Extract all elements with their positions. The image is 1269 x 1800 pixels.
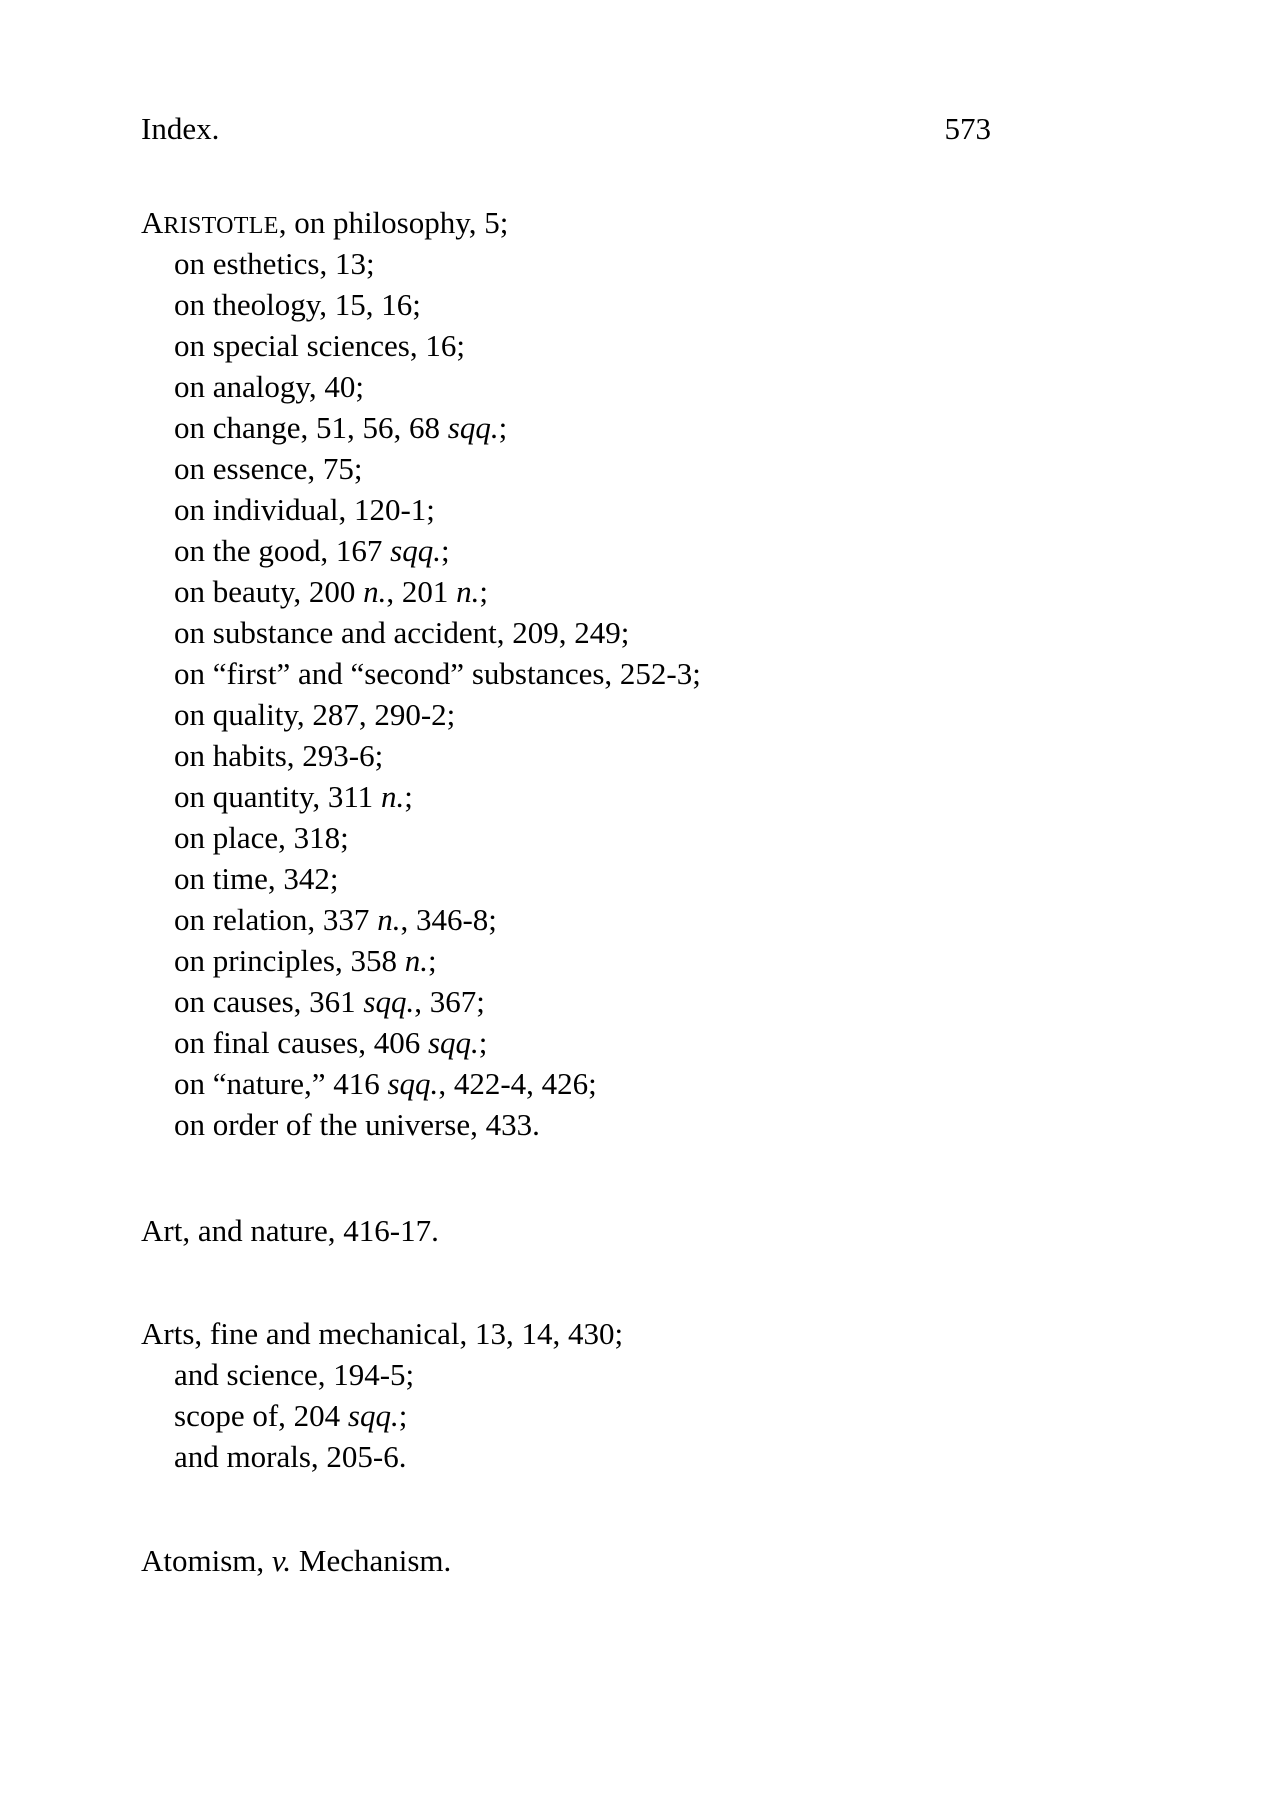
entry-heading-text: Atomism, [141,1543,272,1578]
entry-heading: Art, and nature, 416-17. [141,1213,439,1248]
entry-heading: Arts, fine and mechanical, 13, 14, 430; [141,1316,624,1351]
entry-heading-initial: A [141,205,164,240]
sub-entry [141,940,1141,981]
sub-entry-italic: n. [380,779,405,814]
sub-entry: on place, 318; [174,820,349,855]
sub-entry-text: on causes, 361 [174,984,364,1019]
sub-entry-italic: n. [377,902,401,937]
sub-entry [141,407,1141,448]
sub-entry-italic: sqq. [427,1025,479,1060]
sub-entry-text: ; [498,410,508,445]
entry-heading [141,1540,1141,1581]
running-head-title: Index. [141,111,220,146]
sub-entry-text: , 422-4, 426; [438,1066,597,1101]
sub-entry-italic: sqq. [363,984,415,1019]
index-entry-arts [141,1313,1141,1477]
sub-entry [141,899,1141,940]
sub-entry-italic: sqq. [447,410,499,445]
sub-entry-text: ; [440,533,450,568]
sub-entry-italic: sqq. [390,533,441,568]
sub-entry: on quality, 287, 290-2; [174,697,456,732]
sub-entry: on “first” and “second” substances, 252-3; [174,656,701,691]
entry-heading [141,202,1141,243]
entry-heading-smallcaps: RISTOTLE [163,213,279,239]
sub-entry-italic: sqq. [347,1398,399,1433]
sub-entry-text: on change, 51, 56, 68 [174,410,448,445]
sub-entry [141,1022,1141,1063]
sub-entry: on essence, 75; [174,451,363,486]
sub-entry-text: ; [428,943,437,978]
page-number: 573 [944,111,991,146]
index-entry-atomism [141,1540,1141,1581]
sub-entry [141,1395,1141,1436]
sub-entry [141,571,1141,612]
sub-entry-italic: sqq. [387,1066,439,1101]
sub-entry-text: ; [479,574,488,609]
entry-heading-rest: , on philosophy, 5; [278,205,509,240]
sub-entry [141,530,1141,571]
sub-entry-text: scope of, 204 [174,1398,348,1433]
sub-entry-italic: n. [456,574,480,609]
sub-entry-text: on principles, 358 [174,943,405,978]
sub-entry: on theology, 15, 16; [174,287,421,322]
index-entry-art [141,1210,1141,1251]
sub-entry [141,981,1141,1022]
entry-heading-text: Mechanism. [291,1543,452,1578]
sub-entry-text: on relation, 337 [174,902,378,937]
sub-entry: and science, 194-5; [174,1357,415,1392]
sub-entry: on analogy, 40; [174,369,364,404]
entry-heading-italic: v. [271,1543,292,1578]
sub-entry-text: on beauty, 200 [174,574,364,609]
sub-entry: on order of the universe, 433. [174,1107,540,1142]
sub-entry: on individual, 120-1; [174,492,435,527]
sub-entry-text: , 367; [414,984,485,1019]
sub-entry [141,1063,1141,1104]
sub-entry-text: , 346-8; [400,902,497,937]
sub-entry [141,776,1141,817]
sub-entry-text: ; [478,1025,488,1060]
sub-entry: on habits, 293-6; [174,738,384,773]
sub-entry-text: , 201 [386,574,457,609]
sub-entry-text: ; [404,779,413,814]
index-entry-aristotle [141,202,1141,1145]
sub-entry-text: on “nature,” 416 [174,1066,388,1101]
sub-entry: on time, 342; [174,861,339,896]
sub-entry-text: on final causes, 406 [174,1025,428,1060]
sub-entry-italic: n. [404,943,428,978]
sub-entry-text: on quantity, 311 [174,779,381,814]
sub-entry: and morals, 205-6. [174,1439,407,1474]
sub-entry: on esthetics, 13; [174,246,375,281]
sub-entry-italic: n. [363,574,387,609]
sub-entry-text: ; [398,1398,408,1433]
sub-entry: on special sciences, 16; [174,328,465,363]
sub-entry: on substance and accident, 209, 249; [174,615,630,650]
sub-entry-text: on the good, 167 [174,533,391,568]
